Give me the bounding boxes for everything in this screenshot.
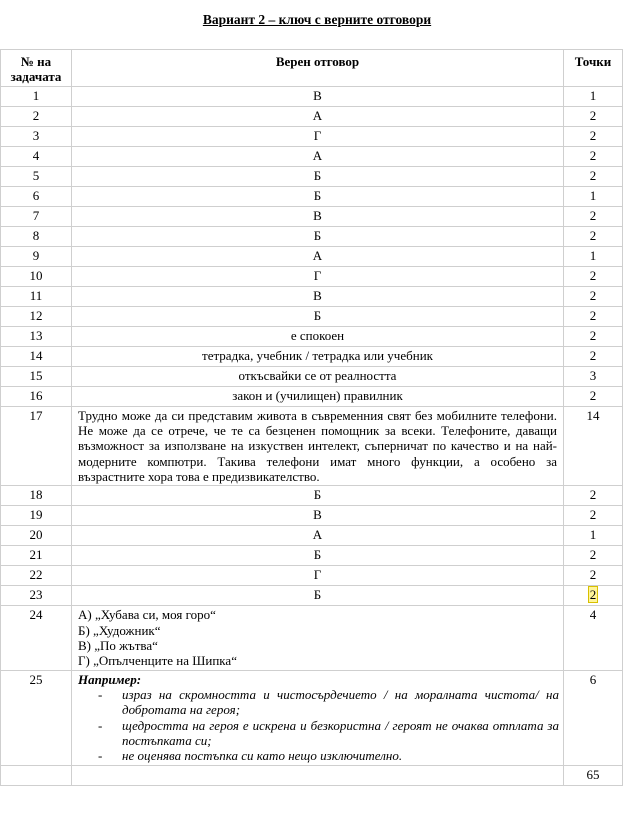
task-number: 23 (1, 586, 72, 606)
points-cell: 2 (564, 146, 623, 166)
example-lead: Например: (78, 671, 142, 687)
points-cell: 1 (564, 86, 623, 106)
table-row (1, 166, 623, 186)
points-cell: 14 (564, 406, 623, 486)
answer-paragraph: Трудно може да си представим живота в съвременния свят без мобилните телефони. Не може да се отрече, че те са безценен помощник за всеки. Телефоните, даващи възможност за използване на изкуствен интелект, съперничат по качество и на най-модерните компютри. Такива телефони имат много функции, а особено за възрастните хора това е предизвикателство. (72, 406, 564, 486)
points-cell: 2 (564, 106, 623, 126)
points-cell: 2 (564, 266, 623, 286)
table-row (1, 306, 623, 326)
answer-cell: В (72, 86, 564, 106)
answer-cell: Г (72, 566, 564, 586)
task-number: 9 (1, 246, 72, 266)
table-row (1, 346, 623, 366)
answer-cell: Г (72, 266, 564, 286)
task-number: 8 (1, 226, 72, 246)
table-row (1, 526, 623, 546)
task-number: 13 (1, 326, 72, 346)
table-row (1, 246, 623, 266)
task-number: 6 (1, 186, 72, 206)
answer-cell: Б (72, 586, 564, 606)
table-row (1, 670, 623, 765)
points-cell: 2 (564, 126, 623, 146)
task-number: 24 (1, 606, 72, 670)
task-number: 4 (1, 146, 72, 166)
answer-cell: А (72, 106, 564, 126)
task-number: 18 (1, 486, 72, 506)
points-cell: 4 (564, 606, 623, 670)
task-number: 3 (1, 126, 72, 146)
answer-cell: В (72, 506, 564, 526)
task-number: 19 (1, 506, 72, 526)
points-cell: 2 (564, 506, 623, 526)
example-list (78, 687, 559, 764)
task-number: 1 (1, 86, 72, 106)
table-row (1, 366, 623, 386)
answer-line: Б) „Художник“ (78, 622, 161, 638)
answer-cell: А (72, 526, 564, 546)
points-cell: 2 (564, 566, 623, 586)
table-row (1, 286, 623, 306)
table-row (1, 546, 623, 566)
table-row (1, 326, 623, 346)
points-cell: 2 (564, 166, 623, 186)
answer-line: Г) „Опълченците на Шипка“ (78, 653, 237, 669)
points-cell: 2 (564, 326, 623, 346)
task-number: 7 (1, 206, 72, 226)
total-blank (1, 765, 72, 785)
points-cell: 2 (564, 286, 623, 306)
total-points: 65 (564, 765, 623, 785)
answer-cell: В (72, 286, 564, 306)
answer-cell: В (72, 206, 564, 226)
table-row (1, 106, 623, 126)
answer-cell: Г (72, 126, 564, 146)
page-title: Вариант 2 – ключ с верните отговори (202, 12, 432, 27)
answer-cell: Б (72, 546, 564, 566)
table-row (1, 206, 623, 226)
answer-cell: откъсвайки се от реалността (72, 366, 564, 386)
task-number: 25 (1, 670, 72, 765)
points-cell: 3 (564, 366, 623, 386)
answer-cell: Б (72, 306, 564, 326)
answer-list (72, 606, 564, 670)
answer-key-table (0, 49, 623, 786)
task-number: 14 (1, 346, 72, 366)
answer-cell: Б (72, 186, 564, 206)
answer-cell: А (72, 146, 564, 166)
table-row (1, 406, 623, 486)
points-cell: 2 (564, 346, 623, 366)
answer-cell: тетрадка, учебник / тетрадка или учебник (72, 346, 564, 366)
header-number: № на задачата (1, 50, 72, 87)
points-cell: 2 (564, 226, 623, 246)
table-row (1, 126, 623, 146)
table-row (1, 386, 623, 406)
header-points: Точки (564, 50, 623, 87)
points-cell: 2 (564, 206, 623, 226)
task-number: 17 (1, 406, 72, 486)
highlighted-points: 2 (589, 587, 597, 603)
points-cell: 2 (564, 306, 623, 326)
list-item: - израз на скромността и чистосърдечието / на моралната чистота/ на добротата на героя; (98, 686, 559, 718)
task-number: 12 (1, 306, 72, 326)
table-row (1, 266, 623, 286)
points-cell: 2 (564, 486, 623, 506)
table-row (1, 186, 623, 206)
task-number: 16 (1, 386, 72, 406)
table-row (1, 506, 623, 526)
table-row (1, 86, 623, 106)
answer-cell: Б (72, 486, 564, 506)
answer-cell: Б (72, 226, 564, 246)
answer-cell: А (72, 246, 564, 266)
task-number: 10 (1, 266, 72, 286)
task-number: 20 (1, 526, 72, 546)
points-cell: 2 (564, 386, 623, 406)
answer-example (72, 670, 564, 765)
answer-cell: Б (72, 166, 564, 186)
total-row (1, 765, 623, 785)
task-number: 22 (1, 566, 72, 586)
table-row (1, 586, 623, 606)
table-row (1, 486, 623, 506)
points-cell: 2 (564, 546, 623, 566)
points-cell: 6 (564, 670, 623, 765)
task-number: 21 (1, 546, 72, 566)
task-number: 5 (1, 166, 72, 186)
table-row (1, 146, 623, 166)
task-number: 15 (1, 366, 72, 386)
task-number: 2 (1, 106, 72, 126)
answer-line: А) „Хубава си, моя горо“ (78, 607, 216, 623)
points-cell: 1 (564, 186, 623, 206)
list-item: - не оценява постъпка си като нещо изключително. (98, 748, 403, 764)
points-cell: 1 (564, 526, 623, 546)
answer-cell: е спокоен (72, 326, 564, 346)
list-item: - щедростта на героя е искрена и безкористна / героят не очаква отплата за постъпката си; (98, 717, 559, 748)
table-row (1, 606, 623, 670)
points-cell: 1 (564, 246, 623, 266)
answer-line: В) „По жътва“ (78, 637, 158, 653)
table-row (1, 566, 623, 586)
table-row (1, 226, 623, 246)
table-header-row (1, 50, 623, 87)
task-number: 11 (1, 286, 72, 306)
points-cell (564, 586, 623, 606)
total-blank (72, 765, 564, 785)
answer-cell: закон и (училищен) правилник (72, 386, 564, 406)
header-answer: Верен отговор (72, 50, 564, 87)
